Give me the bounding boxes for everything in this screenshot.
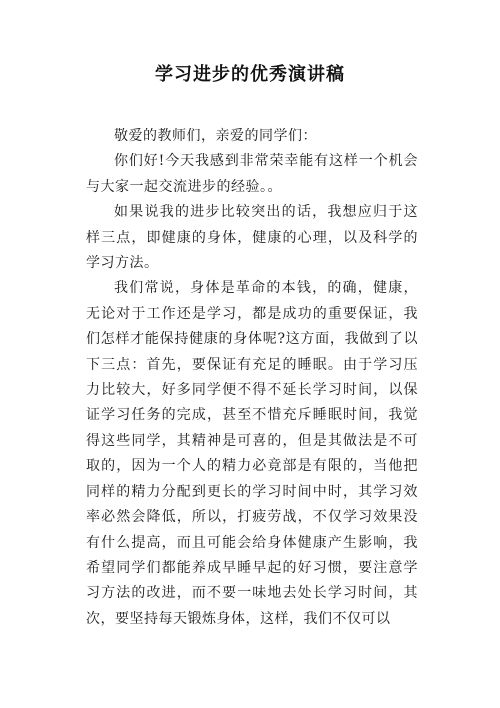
summary-paragraph: 如果说我的进步比较突出的话，我想应归于这样三点，即健康的身体，健康的心理，以及科学的学习方法。 (86, 204, 418, 272)
health-paragraph: 我们常说，身体是革命的本钱，的确，健康，无论对于工作还是学习，都是成功的重要保证，我们怎样才能保持健康的身体呢?这方面，我做到了以下三点：首先，要保证有充足的睡眠。由于学习压力比较大，好多同学便不得不延长学习时间，以保证学习任务的完成，甚至不惜充斥睡眠时间，我觉得这些同学，其精神是可喜的，但是其做法是不可取的，因为一个人的精力必竟部是有限的，当他把同样的精力分配到更长的学习时间中时，其学习效率必然会降低，所以，打疲劳战，不仅学习效果没有什么提高，而且可能会给身体健康产生影响，我希望同学们都能养成早睡早起的好习惯，要注意学习方法的改进，而不要一味地去处长学习时间，其次，要坚持每天锻炼身体，这样，我们不仅可以 (86, 280, 418, 627)
document-body (86, 124, 418, 632)
greeting-paragraph: 你们好!今天我感到非常荣幸能有这样一个机会与大家一起交流进步的经验。。 (86, 153, 418, 195)
salutation-paragraph: 敬爱的教师们，亲爱的同学们： (114, 128, 317, 144)
document-title: 学习进步的优秀演讲稿 (155, 64, 345, 85)
